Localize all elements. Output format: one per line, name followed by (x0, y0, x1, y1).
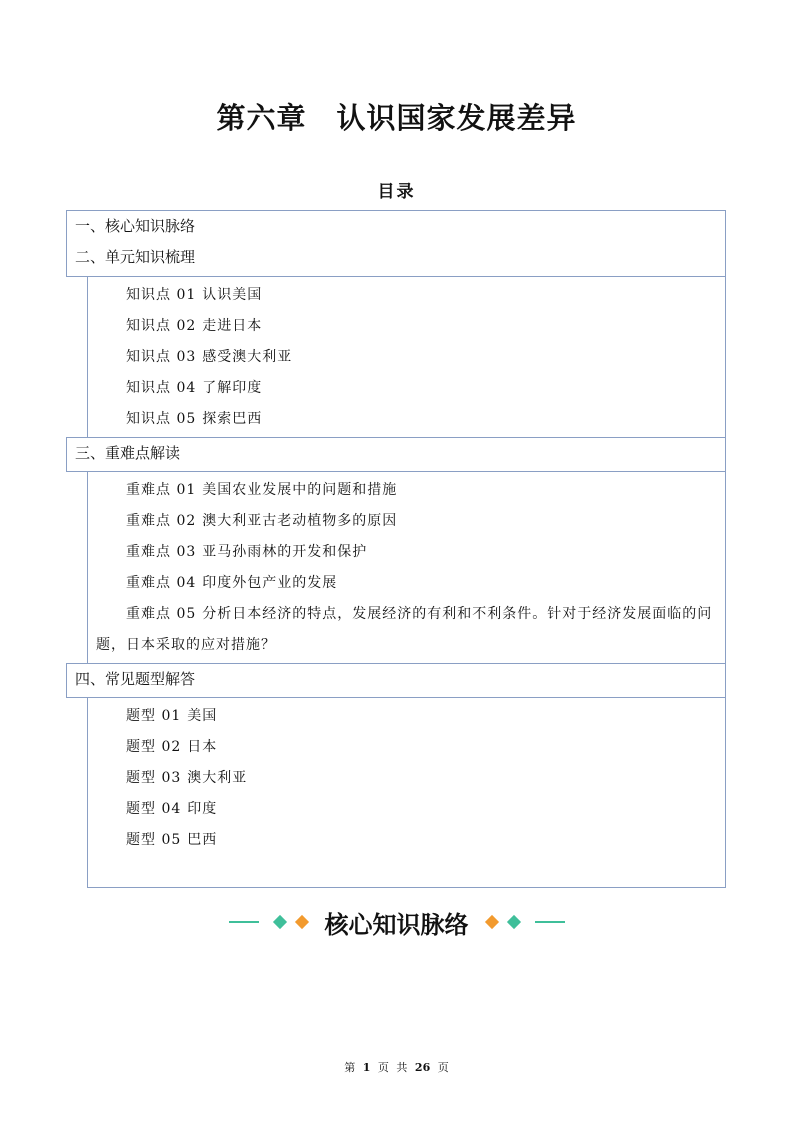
toc-item-difficult-1[interactable] (126, 480, 397, 500)
item-prefix: 题型 05 (126, 832, 182, 848)
toc-item-question-3[interactable] (126, 768, 247, 788)
item-prefix: 重难点 04 (126, 575, 197, 591)
item-text: 了解印度 (202, 380, 263, 396)
toc-item-difficult-4[interactable] (126, 573, 337, 593)
toc-section-unit[interactable]: 二、单元知识梳理 (75, 248, 196, 266)
toc-item-knowledge-2[interactable] (126, 316, 262, 336)
banner-line-left (229, 921, 259, 923)
item-text: 澳大利亚 (187, 770, 248, 786)
item-prefix: 重难点 01 (126, 482, 197, 498)
item-text: 巴西 (187, 832, 218, 848)
item-text: 认识美国 (202, 287, 263, 303)
item-prefix: 题型 04 (126, 801, 182, 817)
item-prefix: 题型 02 (126, 739, 182, 755)
footer-page-number: 1 (362, 1061, 371, 1074)
item-prefix: 重难点 03 (126, 544, 197, 560)
item-text: 走进日本 (202, 318, 263, 334)
item-text: 美国 (187, 708, 218, 724)
item-prefix: 知识点 05 (126, 411, 197, 427)
section-banner (0, 902, 793, 942)
toc-section-questions[interactable]: 四、常见题型解答 (75, 670, 196, 688)
item-text: 日本 (187, 739, 218, 755)
toc-item-knowledge-1[interactable] (126, 285, 262, 305)
toc-section-core[interactable]: 一、核心知识脉络 (75, 217, 196, 235)
banner-line-right (535, 921, 565, 923)
green-diamond-icon (272, 915, 286, 929)
item-prefix: 知识点 03 (126, 349, 197, 365)
footer-mid: 页 共 (377, 1061, 408, 1074)
orange-diamond-icon (294, 915, 308, 929)
item-text: 印度 (187, 801, 218, 817)
green-diamond-icon (506, 915, 520, 929)
item-text: 印度外包产业的发展 (202, 575, 338, 591)
item-text: 探索巴西 (202, 411, 263, 427)
toc-item-knowledge-3[interactable] (126, 347, 292, 367)
toc-item-question-4[interactable] (126, 799, 217, 819)
item-text: 美国农业发展中的问题和措施 (202, 482, 398, 498)
item-prefix: 重难点 05 (126, 606, 197, 622)
item-text: 澳大利亚古老动植物多的原因 (202, 513, 398, 529)
toc-item-difficult-5[interactable] (96, 599, 722, 661)
toc-section-group-1 (66, 210, 726, 277)
item-prefix: 重难点 02 (126, 513, 197, 529)
toc-item-difficult-3[interactable] (126, 542, 367, 562)
page-footer (0, 1059, 793, 1075)
toc-item-question-1[interactable] (126, 706, 217, 726)
orange-diamond-icon (484, 915, 498, 929)
toc-item-question-5[interactable] (126, 830, 217, 850)
item-text: 分析日本经济的特点，发展经济的有利和不利条件。针对于经济发展面临的问题，日本采取的应对措施？ (96, 606, 713, 653)
toc-section-group-3 (66, 437, 726, 472)
toc-item-difficult-2[interactable] (126, 511, 397, 531)
toc-item-knowledge-5[interactable] (126, 409, 262, 429)
toc-item-question-2[interactable] (126, 737, 217, 757)
footer-prefix: 第 (344, 1061, 356, 1074)
toc-section-difficult[interactable]: 三、重难点解读 (75, 444, 181, 462)
item-prefix: 题型 01 (126, 708, 182, 724)
footer-total-pages: 26 (414, 1061, 431, 1074)
item-prefix: 题型 03 (126, 770, 182, 786)
item-text: 感受澳大利亚 (202, 349, 293, 365)
banner-title: 核心知识脉络 (324, 910, 469, 939)
item-prefix: 知识点 02 (126, 318, 197, 334)
toc-section-group-4 (66, 663, 726, 698)
footer-suffix: 页 (437, 1061, 449, 1074)
toc-heading: 目录 (377, 182, 416, 202)
item-prefix: 知识点 01 (126, 287, 197, 303)
item-prefix: 知识点 04 (126, 380, 197, 396)
item-text: 亚马孙雨林的开发和保护 (202, 544, 368, 560)
toc-item-knowledge-4[interactable] (126, 378, 262, 398)
page-title: 第六章 认识国家发展差异 (216, 101, 577, 135)
